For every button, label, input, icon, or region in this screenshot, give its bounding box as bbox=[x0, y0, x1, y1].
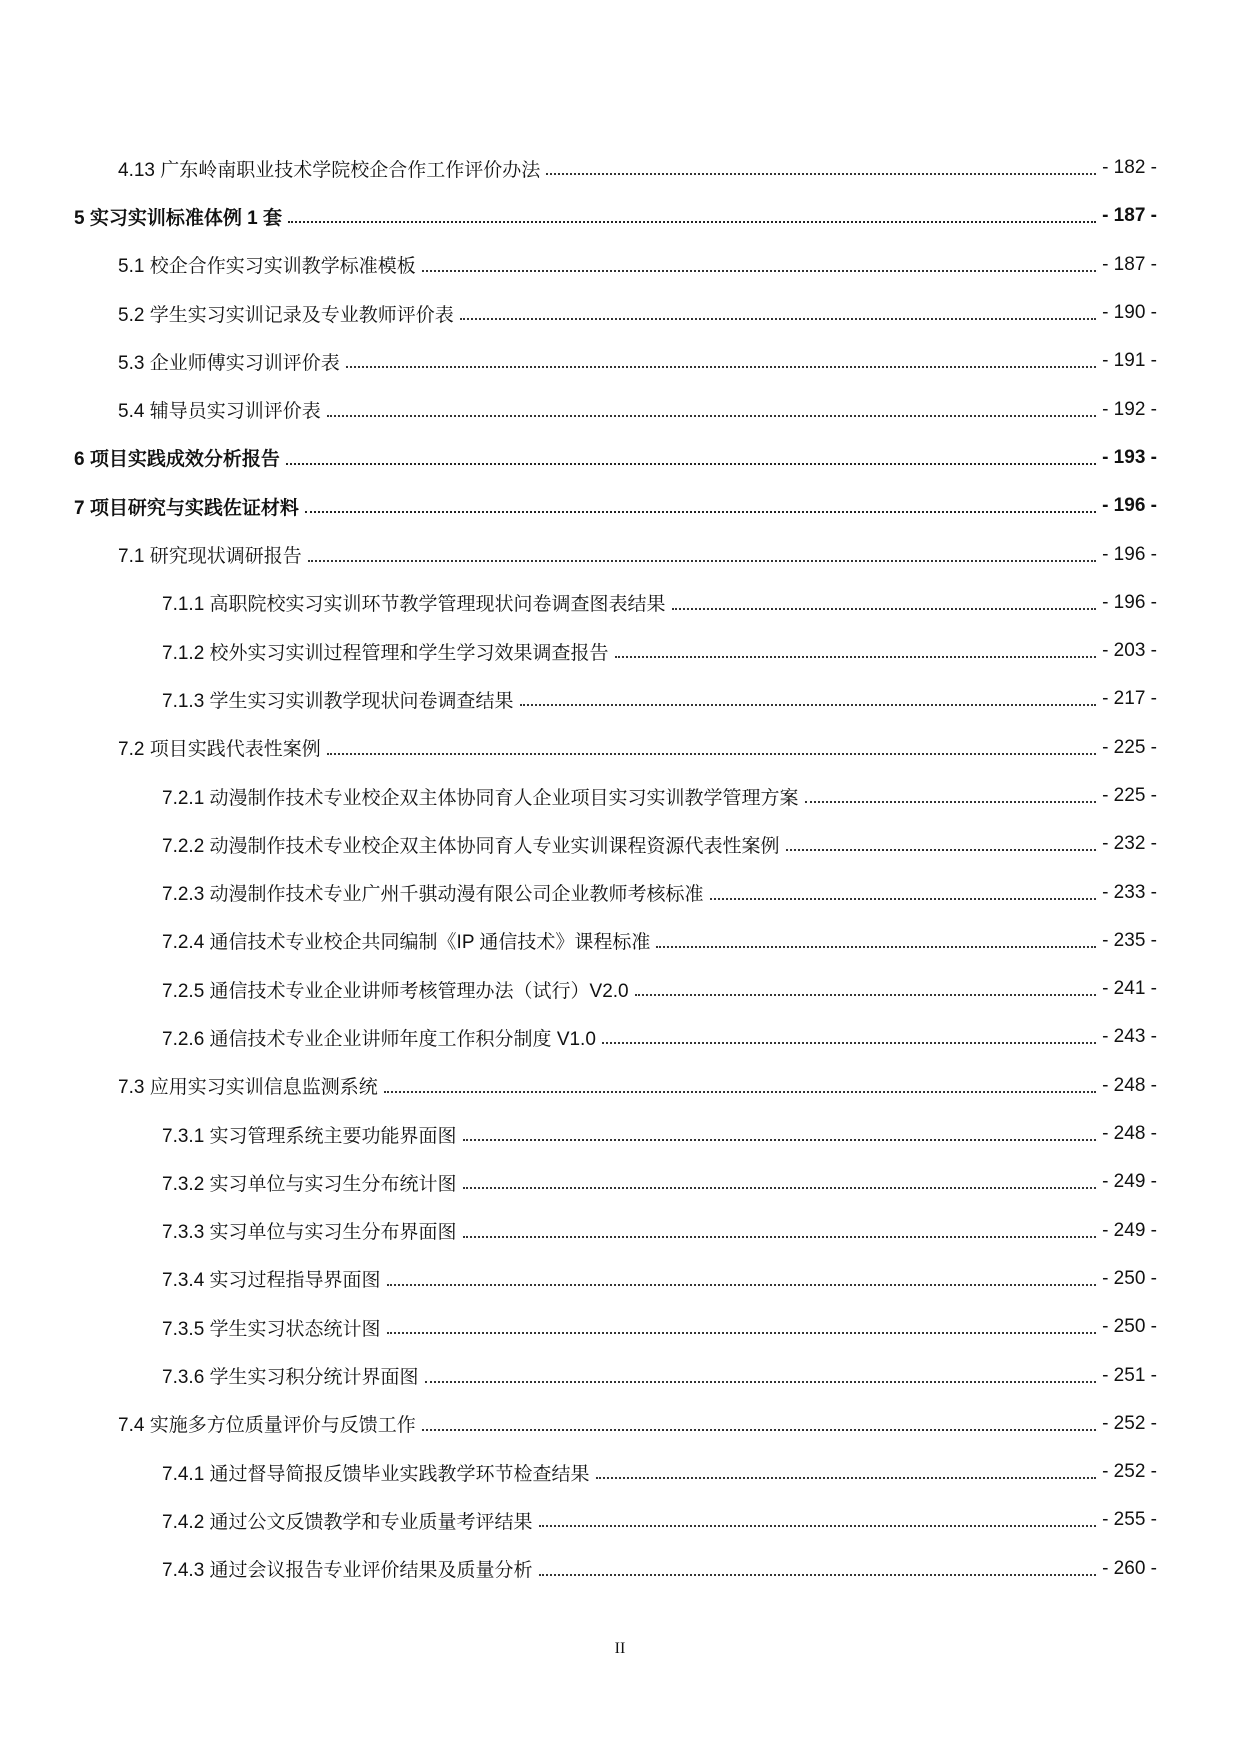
toc-entry-title: 7.2.4 通信技术专业校企共同编制《IP 通信技术》课程标准 bbox=[162, 932, 651, 954]
dot-leader bbox=[387, 1284, 1097, 1286]
dot-leader bbox=[425, 1381, 1097, 1383]
toc-entry-page: - 241 - bbox=[1102, 978, 1157, 1000]
toc-entry-page: - 203 - bbox=[1102, 640, 1157, 662]
toc-entry-page: - 248 - bbox=[1102, 1123, 1157, 1145]
dot-leader bbox=[327, 753, 1096, 755]
toc-entry-page: - 243 - bbox=[1102, 1026, 1157, 1048]
toc-entry-title: 7.4.2 通过公文反馈教学和专业质量考评结果 bbox=[162, 1511, 533, 1533]
toc-entry-page: - 233 - bbox=[1102, 881, 1157, 903]
dot-leader bbox=[786, 849, 1097, 851]
toc-entry[interactable] bbox=[0, 1400, 1240, 1448]
toc-entry[interactable] bbox=[0, 627, 1240, 675]
toc-entry-page: - 196 - bbox=[1102, 495, 1157, 517]
toc-entry-title: 7.3 应用实习实训信息监测系统 bbox=[118, 1077, 378, 1099]
toc-entry[interactable] bbox=[0, 820, 1240, 868]
toc-entry-title: 7.3.4 实习过程指导界面图 bbox=[162, 1270, 381, 1292]
toc-entry-title: 7.4.3 通过会议报告专业评价结果及质量分析 bbox=[162, 1560, 533, 1582]
dot-leader bbox=[656, 946, 1096, 948]
toc-entry-page: - 225 - bbox=[1102, 736, 1157, 758]
dot-leader bbox=[308, 560, 1096, 562]
dot-leader bbox=[539, 1525, 1097, 1527]
dot-leader bbox=[305, 511, 1096, 513]
dot-leader bbox=[463, 1187, 1097, 1189]
toc-entry-title: 7.2.1 动漫制作技术专业校企双主体协同育人企业项目实习实训教学管理方案 bbox=[162, 787, 799, 809]
dot-leader bbox=[463, 1139, 1097, 1141]
dot-leader bbox=[463, 1236, 1097, 1238]
toc-entry[interactable] bbox=[0, 482, 1240, 530]
toc-entry-title: 7 项目研究与实践佐证材料 bbox=[74, 497, 299, 519]
toc-entry[interactable] bbox=[0, 144, 1240, 192]
toc-entry-page: - 248 - bbox=[1102, 1074, 1157, 1096]
toc-entry[interactable] bbox=[0, 1013, 1240, 1061]
toc-entry-page: - 250 - bbox=[1102, 1316, 1157, 1338]
toc-entry-title: 7.1.2 校外实习实训过程管理和学生学习效果调查报告 bbox=[162, 642, 609, 664]
toc-entry[interactable] bbox=[0, 579, 1240, 627]
dot-leader bbox=[672, 608, 1097, 610]
toc-entry[interactable] bbox=[0, 1351, 1240, 1399]
toc-entry-page: - 225 - bbox=[1102, 785, 1157, 806]
dot-leader bbox=[546, 173, 1096, 175]
toc-entry-page: - 255 - bbox=[1102, 1509, 1157, 1531]
toc-entry-title: 7.3.5 学生实习状态统计图 bbox=[162, 1318, 381, 1340]
table-of-contents bbox=[0, 144, 1240, 1593]
toc-entry-title: 7.1 研究现状调研报告 bbox=[118, 546, 302, 568]
toc-entry-page: - 252 - bbox=[1102, 1412, 1157, 1434]
toc-entry[interactable] bbox=[0, 675, 1240, 723]
toc-entry[interactable] bbox=[0, 1062, 1240, 1110]
toc-entry-page: - 235 - bbox=[1102, 929, 1157, 951]
toc-entry[interactable] bbox=[0, 1545, 1240, 1593]
toc-entry-title: 7.2.6 通信技术专业企业讲师年度工作积分制度 V1.0 bbox=[162, 1028, 596, 1050]
toc-entry-title: 7.3.3 实习单位与实习生分布界面图 bbox=[162, 1222, 457, 1244]
toc-entry-title: 7.3.6 学生实习积分统计界面图 bbox=[162, 1367, 419, 1389]
toc-entry[interactable] bbox=[0, 1303, 1240, 1351]
toc-entry-page: - 250 - bbox=[1102, 1267, 1157, 1289]
toc-entry-title: 6 项目实践成效分析报告 bbox=[74, 449, 280, 471]
dot-leader bbox=[286, 463, 1096, 465]
toc-entry-title: 4.13 广东岭南职业技术学院校企合作工作评价办法 bbox=[118, 159, 541, 181]
dot-leader bbox=[805, 801, 1097, 803]
page-number-footer: II bbox=[614, 1640, 626, 1657]
toc-entry[interactable] bbox=[0, 530, 1240, 578]
toc-entry-page: - 191 - bbox=[1102, 350, 1157, 372]
toc-entry[interactable] bbox=[0, 724, 1240, 772]
toc-entry-title: 5.4 辅导员实习训评价表 bbox=[118, 401, 321, 423]
toc-entry-page: - 190 - bbox=[1102, 302, 1157, 324]
toc-entry-page: - 260 - bbox=[1102, 1557, 1157, 1579]
dot-leader bbox=[384, 1091, 1096, 1093]
toc-entry[interactable] bbox=[0, 1158, 1240, 1206]
dot-leader bbox=[615, 656, 1097, 658]
toc-entry[interactable] bbox=[0, 917, 1240, 965]
toc-entry-page: - 196 - bbox=[1102, 543, 1157, 565]
toc-entry[interactable] bbox=[0, 289, 1240, 337]
toc-entry[interactable] bbox=[0, 385, 1240, 433]
toc-entry[interactable] bbox=[0, 868, 1240, 916]
toc-entry[interactable] bbox=[0, 1110, 1240, 1158]
dot-leader bbox=[327, 415, 1096, 417]
toc-entry[interactable] bbox=[0, 434, 1240, 482]
toc-entry-title: 7.1.1 高职院校实习实训环节教学管理现状问卷调查图表结果 bbox=[162, 594, 666, 616]
toc-entry-page: - 252 - bbox=[1102, 1461, 1157, 1483]
dot-leader bbox=[710, 898, 1097, 900]
toc-entry[interactable] bbox=[0, 1207, 1240, 1255]
dot-leader bbox=[520, 704, 1097, 706]
toc-entry-page: - 249 - bbox=[1102, 1219, 1157, 1241]
toc-entry-page: - 187 - bbox=[1102, 205, 1157, 227]
toc-entry-title: 7.2 项目实践代表性案例 bbox=[118, 739, 321, 761]
toc-entry-title: 5 实习实训标准体例 1 套 bbox=[74, 207, 282, 229]
toc-entry[interactable] bbox=[0, 965, 1240, 1013]
dot-leader bbox=[288, 221, 1096, 223]
toc-entry-title: 7.3.1 实习管理系统主要功能界面图 bbox=[162, 1125, 457, 1147]
toc-entry-page: - 196 - bbox=[1102, 591, 1157, 613]
toc-entry-page: - 187 - bbox=[1102, 253, 1157, 275]
toc-entry-page: - 217 - bbox=[1102, 688, 1157, 710]
toc-entry[interactable] bbox=[0, 1448, 1240, 1496]
toc-entry-page: - 182 - bbox=[1102, 157, 1157, 179]
toc-entry-page: - 232 - bbox=[1102, 833, 1157, 855]
toc-entry-page: - 251 - bbox=[1102, 1364, 1157, 1386]
toc-entry-title: 5.2 学生实习实训记录及专业教师评价表 bbox=[118, 304, 454, 326]
toc-entry-page: - 192 - bbox=[1102, 398, 1157, 420]
toc-entry-title: 7.2.2 动漫制作技术专业校企双主体协同育人专业实训课程资源代表性案例 bbox=[162, 835, 780, 857]
dot-leader bbox=[602, 1042, 1096, 1044]
dot-leader bbox=[596, 1477, 1097, 1479]
toc-entry-title: 5.1 校企合作实习实训教学标准模板 bbox=[118, 256, 416, 278]
toc-entry[interactable] bbox=[0, 1255, 1240, 1303]
dot-leader bbox=[635, 994, 1096, 996]
dot-leader bbox=[460, 318, 1096, 320]
toc-entry-title: 7.4 实施多方位质量评价与反馈工作 bbox=[118, 1415, 416, 1437]
toc-entry-title: 7.1.3 学生实习实训教学现状问卷调查结果 bbox=[162, 690, 514, 712]
toc-entry[interactable] bbox=[0, 337, 1240, 385]
toc-entry-page: - 249 - bbox=[1102, 1171, 1157, 1193]
toc-entry[interactable] bbox=[0, 772, 1240, 820]
toc-entry-title: 7.4.1 通过督导简报反馈毕业实践教学环节检查结果 bbox=[162, 1463, 590, 1485]
toc-entry[interactable] bbox=[0, 241, 1240, 289]
toc-entry-title: 7.3.2 实习单位与实习生分布统计图 bbox=[162, 1173, 457, 1195]
dot-leader bbox=[346, 366, 1096, 368]
toc-entry-title: 5.3 企业师傅实习训评价表 bbox=[118, 352, 340, 374]
toc-entry-page: - 193 - bbox=[1102, 446, 1157, 468]
dot-leader bbox=[422, 270, 1096, 272]
dot-leader bbox=[387, 1332, 1097, 1334]
toc-entry[interactable] bbox=[0, 1496, 1240, 1544]
toc-entry-title: 7.2.5 通信技术专业企业讲师考核管理办法（试行）V2.0 bbox=[162, 980, 629, 1002]
dot-leader bbox=[422, 1429, 1096, 1431]
toc-entry-title: 7.2.3 动漫制作技术专业广州千骐动漫有限公司企业教师考核标准 bbox=[162, 884, 704, 906]
toc-entry[interactable] bbox=[0, 192, 1240, 240]
dot-leader bbox=[539, 1574, 1097, 1576]
